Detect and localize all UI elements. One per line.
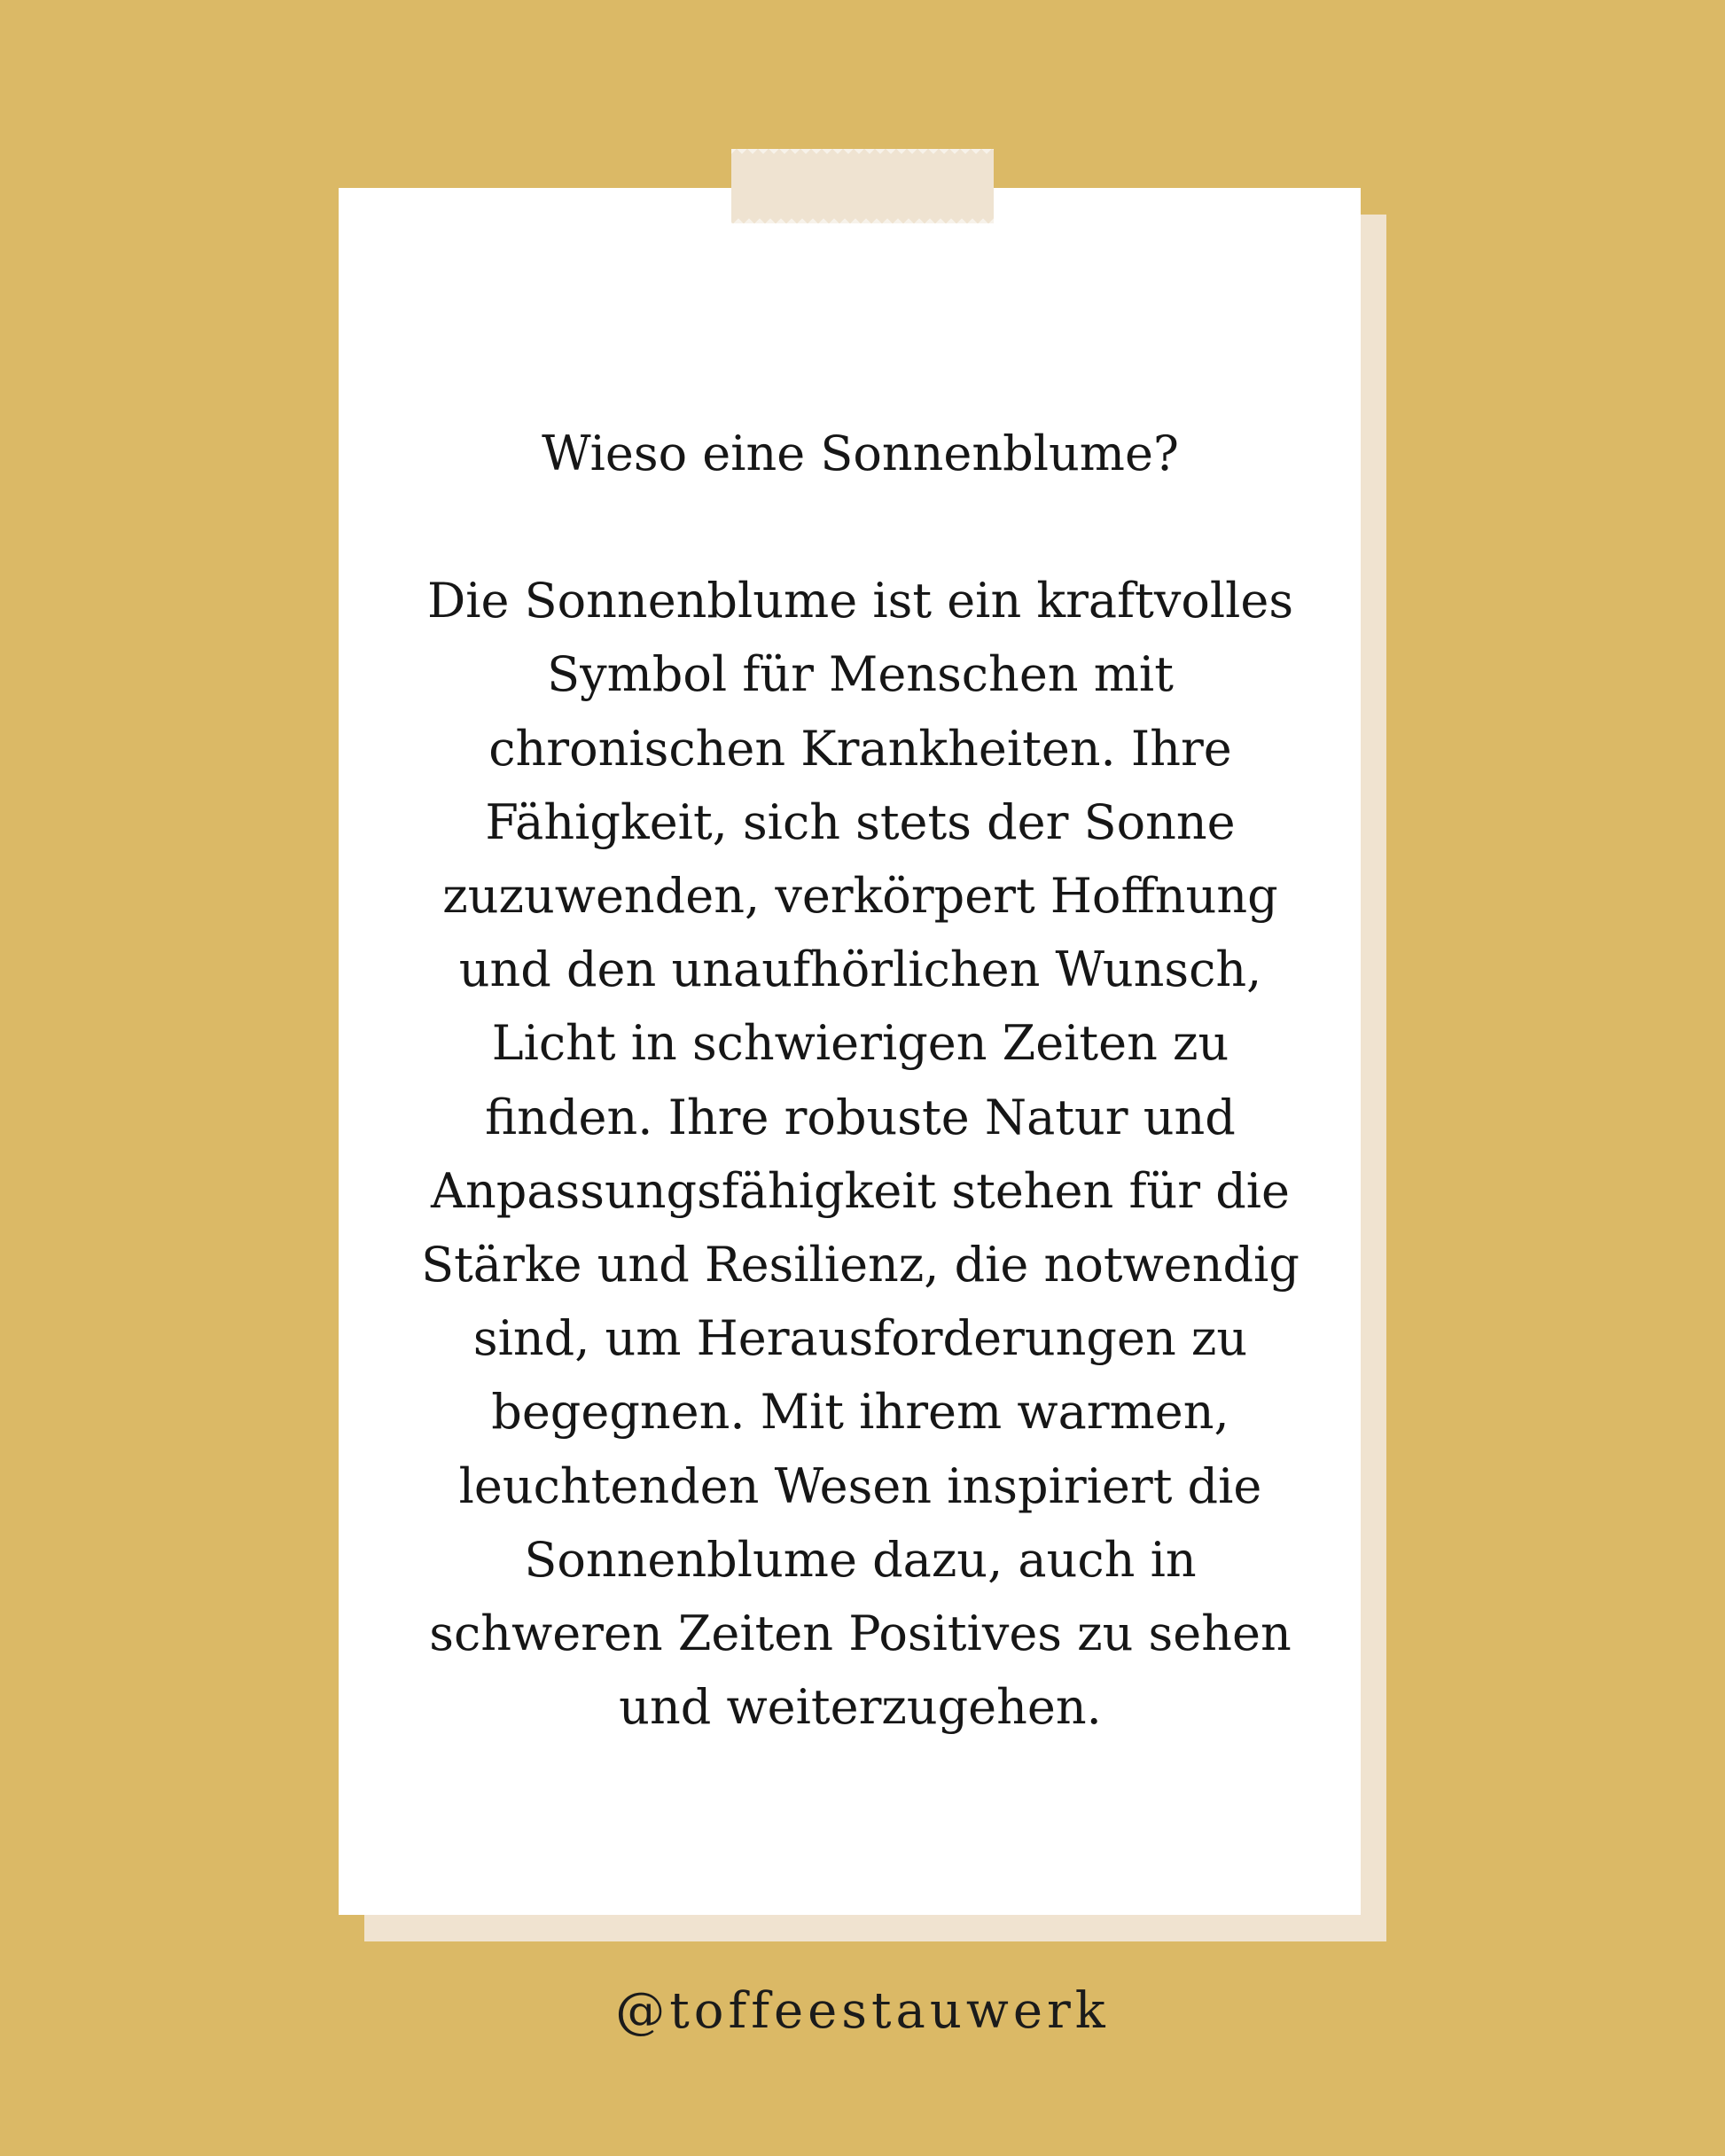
- body-line: finden. Ihre robuste Natur und: [485, 1089, 1236, 1145]
- card-heading: Wieso eine Sonnenblume?: [542, 426, 1179, 481]
- body-line: Licht in schwierigen Zeiten zu: [491, 1015, 1229, 1072]
- card-text: [388, 417, 1332, 1744]
- body-line: Sonnenblume dazu, auch in: [524, 1531, 1197, 1588]
- body-line: chronischen Krankheiten. Ihre: [488, 720, 1232, 777]
- body-line: Symbol für Menschen mit: [547, 646, 1174, 703]
- body-line: Die Sonnenblume ist ein kraftvolles: [426, 573, 1294, 629]
- body-line: leuchtenden Wesen inspiriert die: [458, 1457, 1262, 1514]
- body-line: Fähigkeit, sich stets der Sonne: [485, 793, 1236, 850]
- account-handle: @toffeestauwerk: [615, 1982, 1110, 2040]
- body-line: begegnen. Mit ihrem warmen,: [491, 1384, 1229, 1441]
- tape-strip: [731, 149, 994, 223]
- body-line: zuzuwenden, verkörpert Hoffnung: [442, 868, 1278, 925]
- card-body: [388, 564, 1332, 1744]
- body-line: sind, um Herausforderungen zu: [472, 1310, 1248, 1367]
- body-line: Anpassungsfähigkeit stehen für die: [431, 1162, 1290, 1219]
- body-line: schweren Zeiten Positives zu sehen: [429, 1605, 1292, 1662]
- body-line: und weiterzugehen.: [619, 1679, 1102, 1736]
- body-line: und den unaufhörlichen Wunsch,: [458, 941, 1262, 998]
- body-line: Stärke und Resilienz, die notwendig: [421, 1237, 1300, 1293]
